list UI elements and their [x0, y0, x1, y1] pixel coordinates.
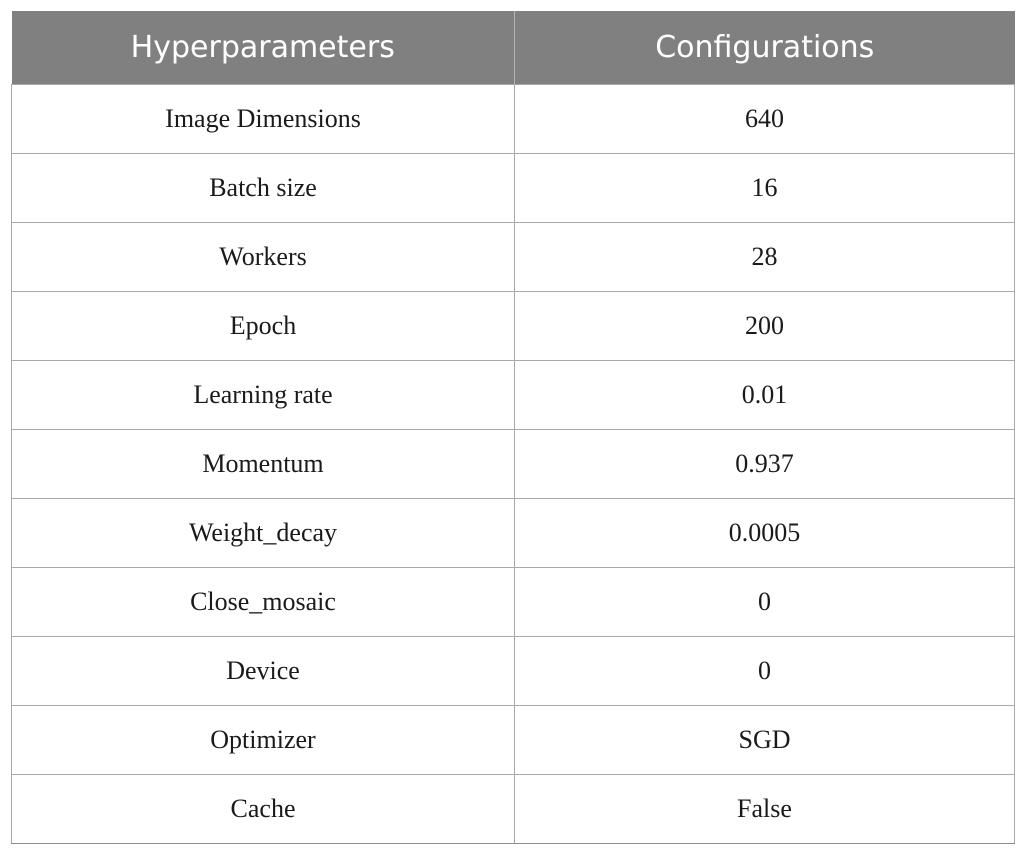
table-row: [12, 568, 1015, 637]
configuration-cell: 28: [515, 223, 1015, 292]
table-row: [12, 223, 1015, 292]
hyperparameter-cell: Image Dimensions: [12, 85, 515, 154]
table-row: [12, 499, 1015, 568]
configuration-cell: SGD: [515, 706, 1015, 775]
configuration-cell: 200: [515, 292, 1015, 361]
hyperparameter-cell: Weight_decay: [12, 499, 515, 568]
configuration-cell: 0.0005: [515, 499, 1015, 568]
configuration-cell: 0.01: [515, 361, 1015, 430]
header-configurations: Configurations: [515, 11, 1015, 85]
hyperparameter-cell: Batch size: [12, 154, 515, 223]
hyperparameter-table-container: [11, 11, 1014, 844]
hyperparameter-cell: Momentum: [12, 430, 515, 499]
table-row: [12, 154, 1015, 223]
table-row: [12, 85, 1015, 154]
header-hyperparameters: Hyperparameters: [12, 11, 515, 85]
configuration-cell: 0.937: [515, 430, 1015, 499]
table-row: [12, 361, 1015, 430]
hyperparameter-cell: Optimizer: [12, 706, 515, 775]
hyperparameter-cell: Epoch: [12, 292, 515, 361]
hyperparameter-cell: Close_mosaic: [12, 568, 515, 637]
hyperparameter-cell: Device: [12, 637, 515, 706]
table-row: [12, 292, 1015, 361]
table-row: [12, 430, 1015, 499]
table-row: [12, 706, 1015, 775]
configuration-cell: 0: [515, 637, 1015, 706]
configuration-cell: False: [515, 775, 1015, 844]
hyperparameter-cell: Cache: [12, 775, 515, 844]
header-row: [12, 11, 1015, 85]
hyperparameter-cell: Learning rate: [12, 361, 515, 430]
configuration-cell: 0: [515, 568, 1015, 637]
hyperparameter-cell: Workers: [12, 223, 515, 292]
table-row: [12, 637, 1015, 706]
table-header: [12, 11, 1015, 85]
configuration-cell: 640: [515, 85, 1015, 154]
configuration-cell: 16: [515, 154, 1015, 223]
hyperparameter-table: [11, 11, 1015, 844]
table-body: [12, 85, 1015, 844]
table-row: [12, 775, 1015, 844]
